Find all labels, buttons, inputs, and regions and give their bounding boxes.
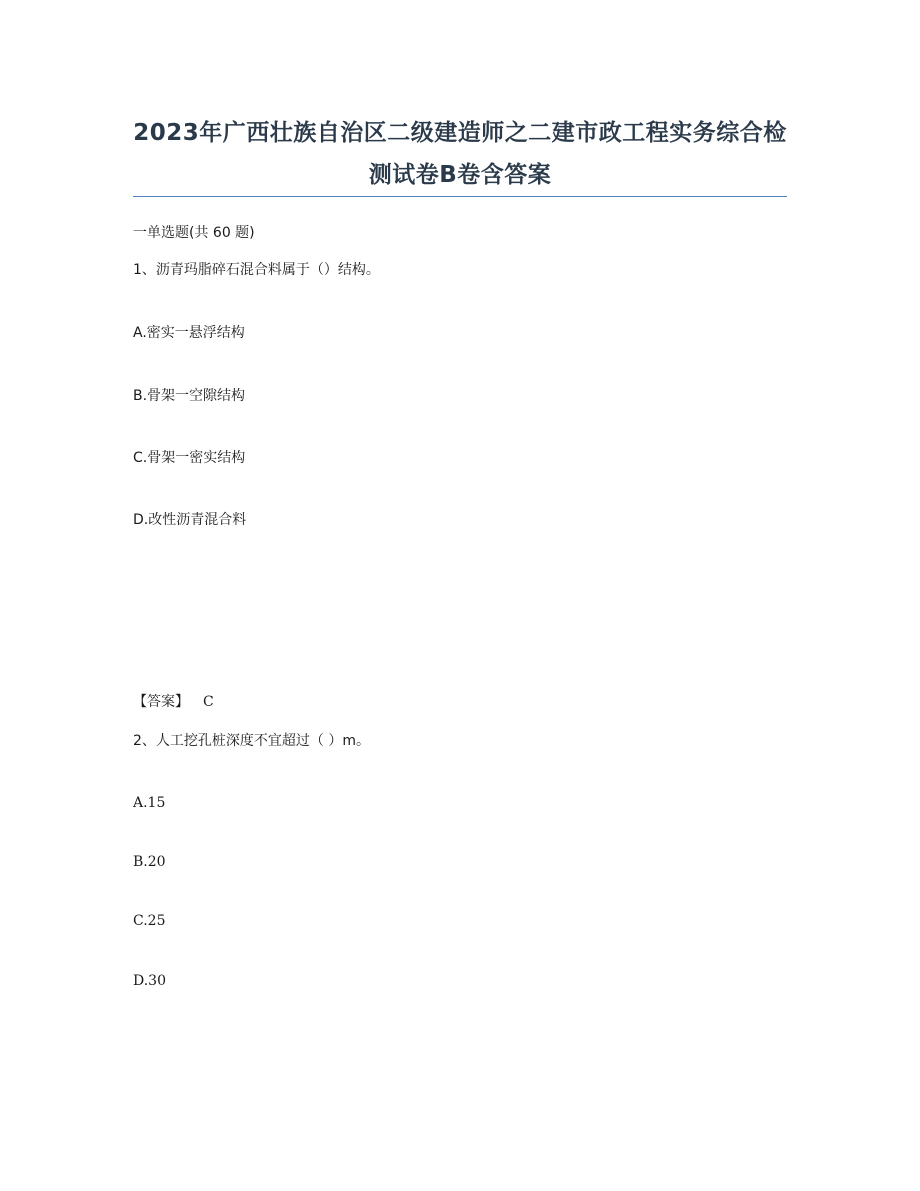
question-2-option-b: B.20 xyxy=(133,854,166,870)
question-2-option-a: A.15 xyxy=(133,795,166,811)
title-divider xyxy=(133,196,787,197)
document-title: 2023年广西壮族自治区二级建造师之二建市政工程实务综合检测试卷B卷含答案 xyxy=(133,120,787,188)
question-2-option-c: C.25 xyxy=(133,913,166,929)
section-heading: 一单选题(共 60 题) xyxy=(133,225,255,241)
question-1-option-b: B.骨架一空隙结构 xyxy=(133,388,246,404)
question-1-answer xyxy=(133,692,214,712)
question-1-option-a: A.密实一悬浮结构 xyxy=(133,325,245,341)
question-2-stem: 2、人工挖孔桩深度不宜超过（ ）m。 xyxy=(133,733,370,749)
question-2-option-d: D.30 xyxy=(133,973,166,989)
answer-label: 【答案】 xyxy=(133,694,189,710)
question-1-option-c: C.骨架一密实结构 xyxy=(133,450,246,466)
question-1-stem: 1、沥青玛脂碎石混合料属于（）结构。 xyxy=(133,262,380,278)
question-1-option-d: D.改性沥青混合料 xyxy=(133,512,247,528)
answer-value: C xyxy=(203,694,214,710)
